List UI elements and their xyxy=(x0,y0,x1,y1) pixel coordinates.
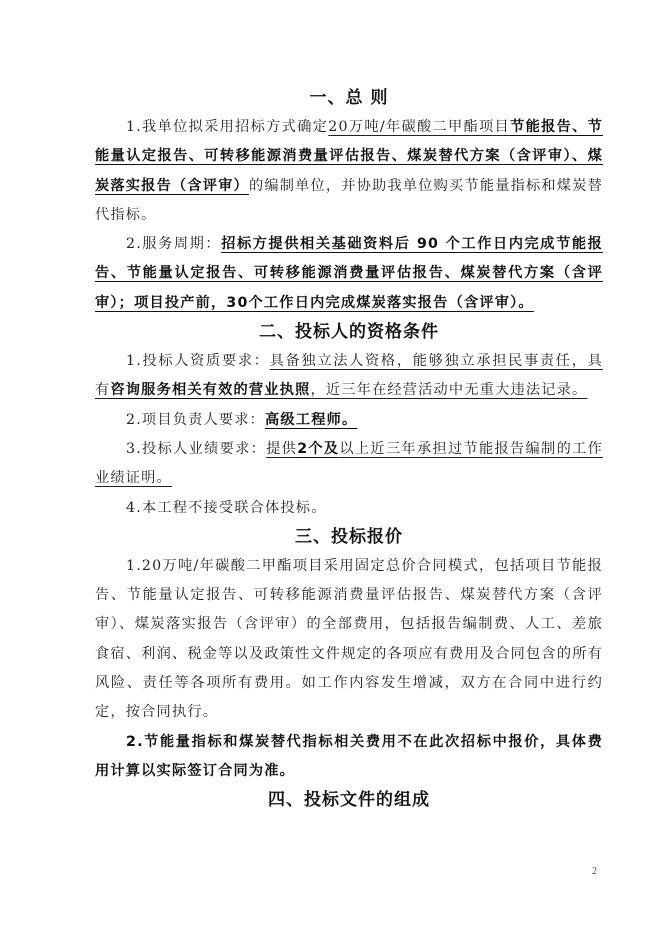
section-heading-general: 一、总 则 xyxy=(309,88,389,108)
paragraph-qualification-1 xyxy=(95,347,603,406)
document-body xyxy=(95,84,603,815)
report-list: 节能报告、节能量认定报告、可转移能源消费量评估报告、煤炭替代方案（含评审）、煤炭落实报告（含评审） xyxy=(95,119,604,194)
count: 2个及 xyxy=(297,440,340,457)
label: 2.项目负责人要求： xyxy=(126,411,266,428)
label: 3.投标人业绩要求： xyxy=(126,440,267,457)
service-period: 招标方提供相关基础资料后 90 个工作日内完成节能报告、节能量认定报告、可转移能源消费量评估报告、煤炭替代方案（含评审）；项目投产前，30个工作日内完成煤炭落实报告（含评审）。 xyxy=(95,236,603,311)
project-name: 20万吨/年碳酸二甲酯项目 xyxy=(328,119,511,135)
text: 的编制单位，并协助我单位购买节能量指标和煤炭替代指标。 xyxy=(95,177,603,223)
text: 1.我单位拟采用招标方式确定 xyxy=(126,119,329,135)
paragraph-qualification-3 xyxy=(95,435,603,494)
label: 1.投标人资质要求： xyxy=(126,353,270,370)
text: 提供 xyxy=(266,440,298,457)
paragraph-qualification-2 xyxy=(95,406,603,435)
paragraph-general-2 xyxy=(95,230,603,318)
text: 以上近三年承担过节能报告编制的工作业绩证明。 xyxy=(95,440,603,487)
paragraph-general-1 xyxy=(95,113,603,230)
business-license: 咨询服务相关有效的营业执照 xyxy=(110,382,311,399)
section-heading-bid-documents: 四、投标文件的组成 xyxy=(268,790,430,811)
page-number: 2 xyxy=(592,866,597,877)
section-heading-pricing: 三、投标报价 xyxy=(295,526,403,547)
text: ，近三年在经营活动中无重大违法记录。 xyxy=(310,382,588,399)
paragraph-qualification-4: 4.本工程不接受联合体投标。 xyxy=(126,499,327,516)
leader-title: 高级工程师。 xyxy=(265,411,358,428)
section-heading-qualifications: 二、投标人的资格条件 xyxy=(259,322,439,343)
paragraph-pricing-1: 1.20万吨/年碳酸二甲酯项目采用固定总价合同模式，包括项目节能报告、节能量认定报告、可转移能源消费量评估报告、煤炭替代方案（含评审）、煤炭落实报告（含评审）的全部费用，包括报告编制费、人工、差旅食宿、利润、税金等以及政策性文件规定的各项应有费用及合同包含的所有风险、责任等各项所有费用。如工作内容发生增减，双方在合同中进行约定，按合同执行。 xyxy=(95,557,603,721)
text: 具备独立法人资格，能够独立承担民事责任，具有 xyxy=(95,353,603,399)
paragraph-pricing-2: 2.节能量指标和煤炭替代指标相关费用不在此次招标中报价，具体费用计算以实际签订合同为准。 xyxy=(95,733,603,779)
label: 2.服务周期： xyxy=(126,236,222,253)
